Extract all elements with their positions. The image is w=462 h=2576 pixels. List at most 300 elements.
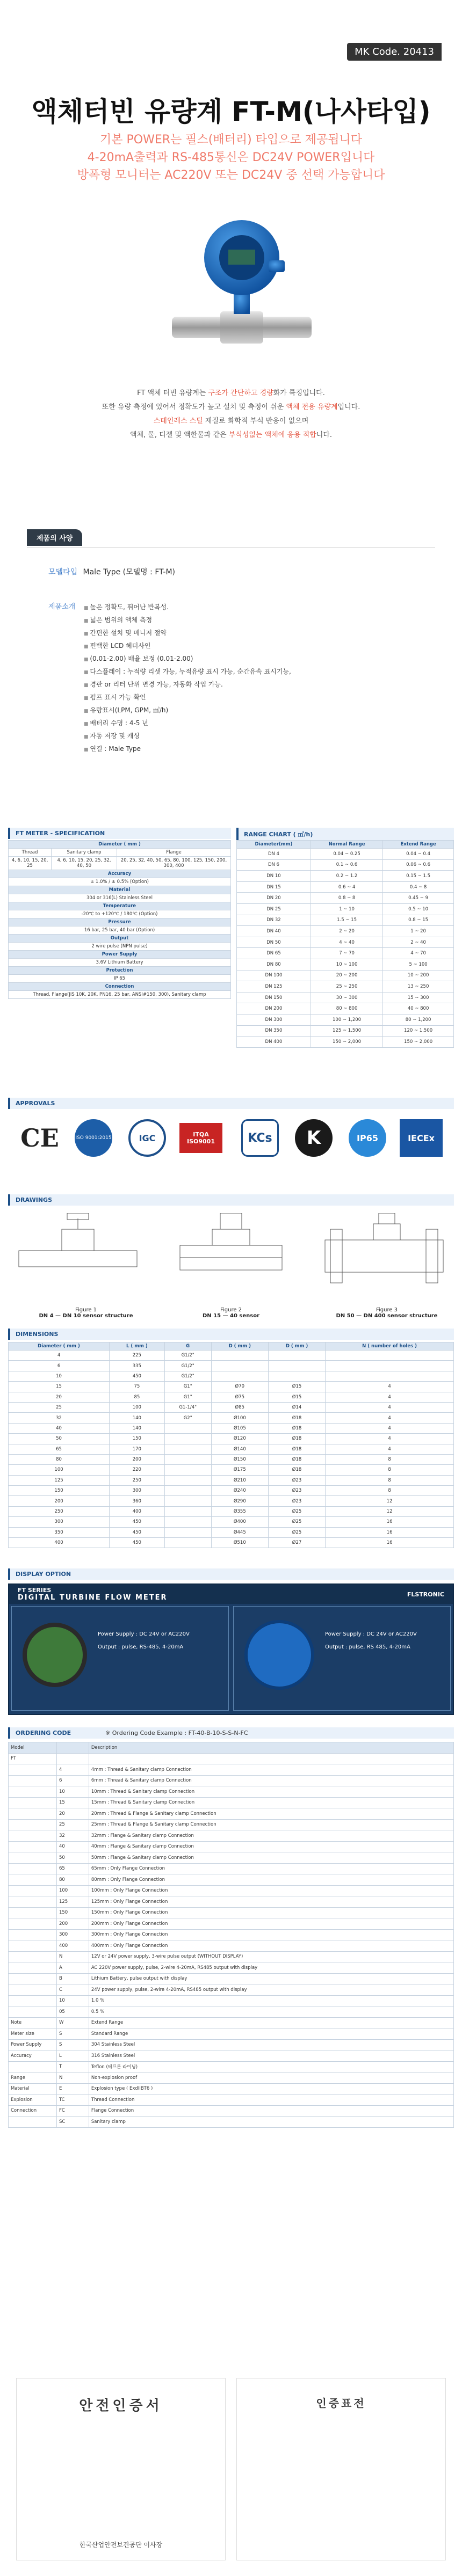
ordering-cell: 12V or 24V power supply, 3-wire pulse output (WITHOUT DISPLAY) (89, 1951, 453, 1962)
range-cell: 100 ~ 1,200 (311, 1014, 382, 1025)
dims-cell: 4 (326, 1402, 454, 1412)
spec-material-header: Material (9, 886, 231, 894)
feature-item: ■ 넓은 범위의 액체 측정 (84, 614, 291, 627)
ordering-cell (9, 1995, 57, 2006)
ordering-cell (9, 1885, 57, 1896)
dims-cell: Ø18 (268, 1434, 325, 1444)
dims-cell: 450 (110, 1371, 165, 1381)
dims-cell: 100 (9, 1465, 110, 1475)
ordering-row (9, 1984, 454, 1996)
dims-col-header: L ( mm ) (110, 1342, 165, 1351)
dims-row (9, 1361, 454, 1371)
ordering-cell (9, 1896, 57, 1908)
figure-name: Figure 2 (220, 1307, 242, 1313)
dims-cell (164, 1486, 211, 1496)
desc-text: 액체, 물, 디젤 및 액한물과 같은 (129, 431, 229, 439)
ordering-cell: 6mm : Thread & Sanitary clamp Connection (89, 1775, 453, 1786)
range-cell: DN 50 (237, 937, 311, 948)
dims-cell (268, 1371, 325, 1381)
spec-material-value: 304 or 316(L) Stainless Steel (9, 894, 231, 902)
dims-cell: Ø355 (211, 1506, 268, 1516)
cert-logo-text: ISO 9001:2015 (75, 1119, 112, 1157)
spec-sanitary-value: 4, 6, 10, 15, 20, 25, 32, 40, 50 (52, 857, 117, 870)
intro-line-1: 기본 POWER는 필스(배터리) 타입으로 제공됩니다 (100, 133, 362, 147)
ordering-row (9, 1819, 454, 1830)
ordering-cell: Description (89, 1742, 453, 1754)
range-cell: 0.04 ~ 0.4 (383, 849, 454, 860)
range-row (237, 1014, 454, 1025)
ordering-cell: 125mm : Only Flange Connection (89, 1896, 453, 1908)
ordering-cell: Explosion type ( ExdIIBT6 ) (89, 2083, 453, 2095)
ordering-cell: 1.0 % (89, 1995, 453, 2006)
ordering-row (9, 2083, 454, 2095)
ordering-cell (9, 1951, 57, 1962)
dims-cell: Ø175 (211, 1465, 268, 1475)
ordering-cell (9, 1863, 57, 1874)
cert-logos (16, 1116, 446, 1165)
range-cell: DN 65 (237, 948, 311, 959)
dims-cell: 85 (110, 1392, 165, 1402)
ordering-row (9, 1962, 454, 1974)
cert-logo-text: CE (20, 1123, 59, 1152)
dims-cell (326, 1361, 454, 1371)
display-left-specs (98, 1628, 190, 1654)
dims-cell: 220 (110, 1465, 165, 1475)
range-cell: 4 ~ 70 (383, 948, 454, 959)
dims-cell: G1" (164, 1392, 211, 1402)
intro-line-3: 방폭형 모니터는 AC220V 또는 DC24V 중 선택 가능합니다 (77, 169, 385, 182)
ordering-row (9, 1973, 454, 1984)
dims-row (9, 1465, 454, 1475)
desc-text: 니다. (316, 431, 333, 439)
dims-cell: Ø18 (268, 1444, 325, 1454)
range-col-header: Normal Range (311, 841, 382, 849)
drawings-area (8, 1213, 454, 1320)
feature-item: ■ 편백한 LCD 헤더사인 (84, 640, 291, 653)
dims-cell: 25 (9, 1402, 110, 1412)
ordering-cell: 4mm : Thread & Sanitary clamp Connection (89, 1764, 453, 1776)
range-cell: 1.5 ~ 15 (311, 915, 382, 926)
dims-cell: 450 (110, 1527, 165, 1537)
ordering-cell: 32mm : Flange & Sanitary clamp Connection (89, 1830, 453, 1842)
desc-text: 재질로 화학적 부식 반응이 없으며 (203, 417, 309, 425)
ordering-cell: Standard Range (89, 2028, 453, 2040)
ordering-cell: L (56, 2050, 89, 2062)
range-cell: 0.8 ~ 15 (383, 915, 454, 926)
ordering-cell: SC (56, 2117, 89, 2128)
dims-cell: 4 (9, 1351, 110, 1361)
ordering-cell: A (56, 1962, 89, 1974)
ordering-cell: 15 (56, 1797, 89, 1808)
dims-cell: Ø85 (211, 1402, 268, 1412)
ordering-cell (9, 1918, 57, 1930)
display-subtitle: DIGITAL TURBINE FLOW METER (18, 1594, 168, 1602)
feature-item: ■ 다스플레이 : 누적량 리셋 가능, 누적유량 표시 가능, 순간유속 표시기능, (84, 666, 291, 678)
display-spec: Power Supply : DC 24V or AC220V (325, 1631, 417, 1637)
spec-pressure-value: 16 bar, 25 bar, 40 bar (Option) (9, 926, 231, 935)
dims-cell: Ø70 (211, 1382, 268, 1392)
dims-cell (164, 1434, 211, 1444)
ordering-cell (9, 1797, 57, 1808)
dims-cell: 225 (110, 1351, 165, 1361)
dims-cell: 6 (9, 1361, 110, 1371)
dims-cell: Ø210 (211, 1475, 268, 1485)
dims-cell: 16 (326, 1527, 454, 1537)
dims-cell: 300 (110, 1486, 165, 1496)
cert-logo-text: ITQA ISO9001 (179, 1123, 222, 1153)
ordering-cell (9, 1764, 57, 1776)
ordering-row (9, 1753, 454, 1764)
certificate-title: 인증표전 (316, 2397, 366, 2410)
ordering-cell (9, 1874, 57, 1886)
dims-cell: 450 (110, 1538, 165, 1548)
ordering-cell: C (56, 1984, 89, 1996)
dims-cell: Ø23 (268, 1475, 325, 1485)
spec-thread: Thread (9, 849, 52, 857)
spec-accuracy-header: Accuracy (9, 870, 231, 878)
ordering-row (9, 1863, 454, 1874)
feature-item: ■ 높은 정확도, 뛰어난 반복성. (84, 601, 291, 614)
figure-3-caption (325, 1307, 449, 1319)
display-right (233, 1606, 451, 1711)
spec-output-value: 2 wire pulse (NPN pulse) (9, 943, 231, 951)
range-cell: 10 ~ 200 (383, 970, 454, 981)
range-cell: 80 ~ 1,200 (383, 1014, 454, 1025)
range-cell: 13 ~ 250 (383, 981, 454, 993)
ordering-cell (9, 2006, 57, 2018)
ordering-cell: 100 (56, 1885, 89, 1896)
certificate-issuer: 한국산업안전보건공단 이사장 (79, 2541, 163, 2549)
ordering-cell: 25mm : Thread & Flange & Sanitary clamp Connection (89, 1819, 453, 1830)
ordering-cell: 20mm : Thread & Flange & Sanitary clamp Connection (89, 1808, 453, 1820)
ordering-cell: Accuracy (9, 2050, 57, 2062)
dims-cell: 4 (326, 1413, 454, 1423)
dims-row (9, 1351, 454, 1361)
ordering-cell: 10 (56, 1786, 89, 1798)
ordering-cell (9, 1841, 57, 1852)
range-cell: DN 20 (237, 893, 311, 904)
dims-cell: G1/2" (164, 1361, 211, 1371)
ordering-cell (9, 1819, 57, 1830)
approvals-header-bar: APPROVALS (8, 1098, 454, 1109)
product-image (161, 209, 322, 370)
ordering-note: ※ Ordering Code Example : FT-40-B-10-S-S-N-FC (105, 1730, 248, 1736)
dims-cell (164, 1444, 211, 1454)
ordering-row (9, 1929, 454, 1940)
dims-col-header: D ( mm ) (211, 1342, 268, 1351)
ordering-cell (9, 1962, 57, 1974)
desc-highlight: 구조가 간단하고 경량 (208, 389, 273, 397)
ordering-cell: AC 220V power supply, pulse, 2-wire 4-20mA, RS485 output with display (89, 1962, 453, 1974)
ip65-logo (344, 1116, 391, 1159)
dims-cell: 125 (9, 1475, 110, 1485)
dims-cell: Ø25 (268, 1506, 325, 1516)
ordering-cell: Teflon (테프론 라이닝) (89, 2061, 453, 2073)
ordering-row (9, 1797, 454, 1808)
dims-cell: Ø25 (268, 1527, 325, 1537)
dims-cell: 16 (326, 1517, 454, 1527)
display-device-image (244, 1620, 314, 1690)
ordering-cell: 400 (56, 1940, 89, 1952)
dims-cell: G1" (164, 1382, 211, 1392)
range-cell: 4 ~ 40 (311, 937, 382, 948)
dims-cell: Ø18 (268, 1413, 325, 1423)
ordering-cell (9, 1786, 57, 1798)
desc-text: FT 액체 터빈 유량계는 (137, 389, 208, 397)
spec-pressure-header: Pressure (9, 918, 231, 926)
model-type-label: 모델타입 (48, 568, 78, 577)
ordering-cell (9, 1775, 57, 1786)
ordering-cell: 10mm : Thread & Sanitary clamp Connection (89, 1786, 453, 1798)
cert-logo-text: IGC (128, 1119, 166, 1157)
ordering-header: ORDERING CODE (16, 1730, 71, 1736)
spec-output-header: Output (9, 935, 231, 943)
range-cell: DN 4 (237, 849, 311, 860)
feature-item: ■ (0.01-2.00) 배율 보정 (0.01-2.00) (84, 653, 291, 666)
ordering-cell: 400mm : Only Flange Connection (89, 1940, 453, 1952)
figure-caption: DN 15 — 40 sensor (202, 1313, 260, 1319)
range-cell: DN 80 (237, 959, 311, 970)
dims-cell (164, 1465, 211, 1475)
ordering-row (9, 2050, 454, 2062)
kcs-logo (236, 1116, 284, 1159)
dims-cell: 400 (9, 1538, 110, 1548)
desc-text: 또한 유량 측정에 있어서 정확도가 높고 설치 및 측정이 쉬운 (102, 403, 286, 411)
ordering-cell: Range (9, 2073, 57, 2084)
ordering-row (9, 1786, 454, 1798)
dims-cell: 200 (110, 1454, 165, 1464)
ordering-row (9, 1918, 454, 1930)
cert-logo-text: KCs (241, 1119, 279, 1157)
ordering-cell: 300mm : Only Flange Connection (89, 1929, 453, 1940)
ordering-row (9, 1896, 454, 1908)
figure-caption: DN 50 — DN 400 sensor structure (336, 1313, 438, 1319)
ordering-cell (9, 1973, 57, 1984)
feature-item: ■ 연결 : Male Type (84, 743, 291, 756)
spec-sanitary: Sanitary clamp (52, 849, 117, 857)
cert-logo-text: IP65 (349, 1119, 386, 1157)
dims-cell (326, 1351, 454, 1361)
range-cell: 125 ~ 1,500 (311, 1025, 382, 1037)
dims-cell: 200 (9, 1496, 110, 1506)
dims-row (9, 1423, 454, 1433)
range-cell: DN 200 (237, 1003, 311, 1015)
ordering-cell: E (56, 2083, 89, 2095)
ordering-cell: 80 (56, 1874, 89, 1886)
ordering-cell: 40 (56, 1841, 89, 1852)
ordering-cell: 125 (56, 1896, 89, 1908)
dims-row (9, 1402, 454, 1412)
dims-cell: Ø18 (268, 1454, 325, 1464)
ordering-cell: 10 (56, 1995, 89, 2006)
ordering-cell: Model (9, 1742, 57, 1754)
dims-cell: G1-1/4" (164, 1402, 211, 1412)
range-cell: 0.06 ~ 0.6 (383, 859, 454, 871)
dims-col-header: N ( number of holes ) (326, 1342, 454, 1351)
range-cell: DN 40 (237, 926, 311, 937)
dims-cell: 65 (9, 1444, 110, 1454)
desc-highlight: 액체 전용 유량계 (286, 403, 338, 411)
ordering-cell (9, 1984, 57, 1996)
ordering-row (9, 2105, 454, 2117)
ordering-cell: 200 (56, 1918, 89, 1930)
range-cell: 0.1 ~ 0.6 (311, 859, 382, 871)
ordering-cell: 05 (56, 2006, 89, 2018)
ordering-cell: W (56, 2017, 89, 2028)
ordering-cell: N (56, 1951, 89, 1962)
dims-cell: 150 (9, 1486, 110, 1496)
range-row (237, 959, 454, 970)
model-type (48, 566, 175, 577)
spec-diameter-header: Diameter ( mm ) (9, 841, 231, 849)
display-device-image (23, 1623, 87, 1687)
drawings-header-bar: DRAWINGS (8, 1194, 454, 1206)
spec-temp-header: Temperature (9, 902, 231, 910)
ce-logo (16, 1116, 63, 1159)
spec-section-tab: 제품의 사양 (27, 529, 82, 546)
dims-cell (326, 1371, 454, 1381)
dims-cell (164, 1454, 211, 1464)
ordering-row (9, 1852, 454, 1864)
range-cell: 30 ~ 300 (311, 992, 382, 1003)
ordering-cell (9, 1852, 57, 1864)
dims-cell: Ø400 (211, 1517, 268, 1527)
figure-caption: DN 4 — DN 10 sensor structure (39, 1313, 133, 1319)
ordering-cell: 0.5 % (89, 2006, 453, 2018)
ordering-row (9, 1775, 454, 1786)
range-cell: 15 ~ 300 (383, 992, 454, 1003)
range-cell: 120 ~ 1,500 (383, 1025, 454, 1037)
figure-name: Figure 3 (376, 1307, 398, 1313)
ordering-cell: 100mm : Only Flange Connection (89, 1885, 453, 1896)
ordering-cell (9, 1830, 57, 1842)
range-row (237, 970, 454, 981)
range-row (237, 926, 454, 937)
range-cell: 10 ~ 100 (311, 959, 382, 970)
range-header-bar: RANGE CHART ( ㎥/h) (236, 828, 454, 841)
dims-cell: 8 (326, 1465, 454, 1475)
ordering-row (9, 2017, 454, 2028)
range-row (237, 937, 454, 948)
range-row (237, 871, 454, 882)
dims-cell: 300 (9, 1517, 110, 1527)
dims-cell: Ø105 (211, 1423, 268, 1433)
dims-cell: Ø18 (268, 1465, 325, 1475)
ordering-cell: 65mm : Only Flange Connection (89, 1863, 453, 1874)
range-cell: 0.5 ~ 10 (383, 903, 454, 915)
ordering-row (9, 2039, 454, 2050)
dims-cell: 400 (110, 1506, 165, 1516)
spec-conn-value: Thread, Flange(JIS 10K, 20K, PN16, 25 bar, ANSI#150, 300), Sanitary clamp (9, 991, 231, 999)
dims-row (9, 1506, 454, 1516)
range-cell: DN 15 (237, 881, 311, 893)
range-row (237, 893, 454, 904)
dims-cell: Ø120 (211, 1434, 268, 1444)
range-cell: 0.15 ~ 1.5 (383, 871, 454, 882)
dimensions-header-bar: DIMENSIONS (8, 1329, 454, 1340)
dims-cell: 12 (326, 1506, 454, 1516)
range-row (237, 859, 454, 871)
range-cell: DN 25 (237, 903, 311, 915)
ordering-cell: Thread Connection (89, 2095, 453, 2106)
ordering-cell (9, 1929, 57, 1940)
dims-cell (164, 1517, 211, 1527)
ordering-cell: 65 (56, 1863, 89, 1874)
ordering-cell: 150mm : Only Flange Connection (89, 1907, 453, 1918)
ordering-cell (9, 1940, 57, 1952)
dims-row (9, 1475, 454, 1485)
dims-cell: 4 (326, 1392, 454, 1402)
range-cell: 1 ~ 20 (383, 926, 454, 937)
ordering-row (9, 2006, 454, 2018)
spec-thread-value: 4, 6, 10, 15, 20, 25 (9, 857, 52, 870)
dims-col-header: Diameter ( mm ) (9, 1342, 110, 1351)
ordering-header-bar (8, 1727, 454, 1739)
page-title: 액체터빈 유량계 FT-M(나사타입) (31, 96, 431, 127)
figure-name: Figure 1 (75, 1307, 97, 1313)
cert-logo-text: K (295, 1119, 333, 1157)
dims-cell: 50 (9, 1434, 110, 1444)
range-cell: DN 100 (237, 970, 311, 981)
ordering-cell: 316 Stainless Steel (89, 2050, 453, 2062)
dims-row (9, 1517, 454, 1527)
igc-logo (124, 1116, 171, 1159)
display-right-specs (325, 1628, 417, 1654)
dims-cell: 12 (326, 1496, 454, 1506)
dims-cell: 20 (9, 1392, 110, 1402)
display-left (11, 1606, 229, 1711)
dims-cell: G2" (164, 1413, 211, 1423)
ordering-row (9, 1808, 454, 1820)
spec-header-bar: FT METER - SPECIFICATION (8, 828, 231, 839)
dims-cell (164, 1423, 211, 1433)
dims-cell: Ø15 (268, 1382, 325, 1392)
range-cell: DN 350 (237, 1025, 311, 1037)
dims-cell: Ø510 (211, 1538, 268, 1548)
ordering-cell: Power Supply (9, 2039, 57, 2050)
ordering-cell: Extend Range (89, 2017, 453, 2028)
intro-line-2: 4-20mA출력과 RS-485통신은 DC24V POWER입니다 (87, 151, 375, 164)
range-cell: DN 10 (237, 871, 311, 882)
dims-cell: Ø23 (268, 1496, 325, 1506)
itqa-logo (177, 1116, 225, 1159)
dims-cell: Ø100 (211, 1413, 268, 1423)
range-cell: 5 ~ 100 (383, 959, 454, 970)
ordering-cell: 40mm : Flange & Sanitary clamp Connection (89, 1841, 453, 1852)
dims-cell: 8 (326, 1486, 454, 1496)
dims-cell: 8 (326, 1475, 454, 1485)
display-brand: FLSTRONIC (407, 1591, 444, 1598)
ordering-row (9, 2028, 454, 2040)
range-cell: 0.04 ~ 0.25 (311, 849, 382, 860)
display-option-panel (8, 1583, 454, 1715)
range-row (237, 981, 454, 993)
dims-cell: 4 (326, 1444, 454, 1454)
dims-cell: Ø240 (211, 1486, 268, 1496)
ordering-row (9, 1907, 454, 1918)
dims-row (9, 1413, 454, 1423)
dims-cell: 140 (110, 1413, 165, 1423)
range-cell: DN 150 (237, 992, 311, 1003)
ordering-cell: 4 (56, 1764, 89, 1776)
ordering-cell: 6 (56, 1775, 89, 1786)
feature-item: ■ 펌프 표시 가능 확인 (84, 691, 291, 704)
ordering-cell (9, 2061, 57, 2073)
dims-cell: Ø27 (268, 1538, 325, 1548)
ordering-cell: 50 (56, 1852, 89, 1864)
ordering-row (9, 1742, 454, 1754)
dims-row (9, 1496, 454, 1506)
